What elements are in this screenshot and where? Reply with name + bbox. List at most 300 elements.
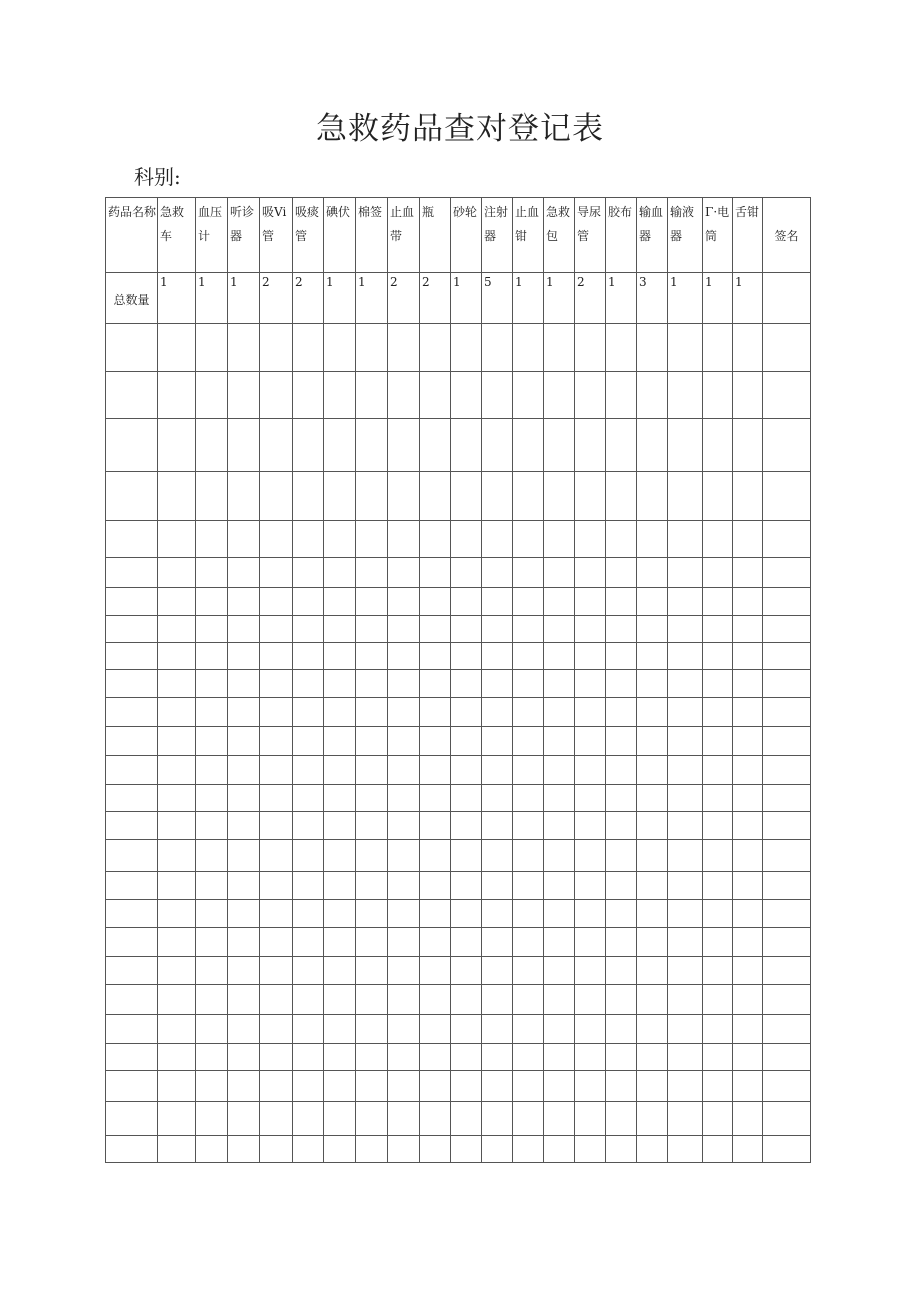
quantity-cell bbox=[420, 273, 451, 324]
entry-cell bbox=[606, 616, 637, 643]
entry-cell bbox=[356, 643, 388, 670]
entry-cell bbox=[668, 727, 703, 756]
entry-cell bbox=[668, 521, 703, 558]
header-label: 听诊器 bbox=[230, 205, 255, 243]
entry-cell bbox=[260, 1071, 293, 1102]
entry-cell bbox=[106, 727, 158, 756]
entry-cell bbox=[668, 872, 703, 900]
entry-cell bbox=[575, 372, 606, 419]
entry-cell bbox=[196, 900, 228, 928]
entry-cell bbox=[668, 558, 703, 588]
entry-cell bbox=[733, 1015, 763, 1044]
quantity-cell bbox=[703, 273, 733, 324]
entry-cell bbox=[482, 872, 513, 900]
entry-cell bbox=[763, 1015, 811, 1044]
entry-cell bbox=[106, 900, 158, 928]
entry-cell bbox=[356, 840, 388, 872]
header-cell bbox=[637, 198, 668, 273]
entry-cell bbox=[606, 872, 637, 900]
entry-cell bbox=[733, 372, 763, 419]
entry-cell bbox=[196, 616, 228, 643]
entry-cell bbox=[451, 698, 482, 727]
entry-cell bbox=[260, 1015, 293, 1044]
header-cell bbox=[260, 198, 293, 273]
quantity-value: 2 bbox=[422, 275, 430, 289]
entry-cell bbox=[575, 928, 606, 957]
header-label: 输液器 bbox=[670, 205, 695, 243]
entry-cell bbox=[260, 727, 293, 756]
entry-cell bbox=[544, 1044, 575, 1071]
entry-cell bbox=[451, 616, 482, 643]
entry-cell bbox=[158, 588, 196, 616]
entry-cell bbox=[544, 419, 575, 472]
entry-cell bbox=[228, 521, 260, 558]
entry-cell bbox=[763, 756, 811, 785]
entry-cell bbox=[637, 785, 668, 812]
entry-cell bbox=[293, 558, 324, 588]
entry-cell bbox=[733, 957, 763, 985]
entry-cell bbox=[637, 643, 668, 670]
quantity-cell bbox=[324, 273, 356, 324]
entry-cell bbox=[106, 785, 158, 812]
entry-cell bbox=[196, 419, 228, 472]
entry-cell bbox=[228, 670, 260, 698]
check-register-table bbox=[105, 197, 811, 1163]
entry-cell bbox=[158, 1071, 196, 1102]
entry-cell bbox=[324, 419, 356, 472]
entry-cell bbox=[733, 1071, 763, 1102]
entry-cell bbox=[606, 588, 637, 616]
entry-cell bbox=[260, 372, 293, 419]
quantity-cell bbox=[158, 273, 196, 324]
header-label: 急救车 bbox=[160, 205, 185, 243]
entry-cell bbox=[451, 521, 482, 558]
entry-cell bbox=[606, 1102, 637, 1136]
entry-cell bbox=[451, 372, 482, 419]
entry-cell bbox=[733, 928, 763, 957]
entry-cell bbox=[228, 616, 260, 643]
entry-cell bbox=[324, 756, 356, 785]
entry-cell bbox=[356, 756, 388, 785]
entry-cell bbox=[544, 670, 575, 698]
entry-cell bbox=[637, 1136, 668, 1163]
entry-cell bbox=[668, 1102, 703, 1136]
entry-cell bbox=[293, 419, 324, 472]
entry-cell bbox=[637, 872, 668, 900]
entry-cell bbox=[356, 900, 388, 928]
entry-cell bbox=[196, 812, 228, 840]
entry-cell bbox=[637, 1071, 668, 1102]
entry-cell bbox=[575, 558, 606, 588]
entry-cell bbox=[482, 785, 513, 812]
entry-cell bbox=[703, 872, 733, 900]
quantity-cell bbox=[260, 273, 293, 324]
entry-cell bbox=[451, 1102, 482, 1136]
entry-cell bbox=[668, 670, 703, 698]
entry-cell bbox=[324, 521, 356, 558]
entry-cell bbox=[260, 472, 293, 521]
entry-cell bbox=[544, 727, 575, 756]
entry-cell bbox=[356, 616, 388, 643]
entry-cell bbox=[763, 985, 811, 1015]
table-row bbox=[106, 419, 811, 472]
entry-cell bbox=[158, 928, 196, 957]
entry-cell bbox=[733, 872, 763, 900]
entry-cell bbox=[763, 472, 811, 521]
entry-cell bbox=[420, 616, 451, 643]
table-row bbox=[106, 698, 811, 727]
entry-cell bbox=[575, 324, 606, 372]
entry-cell bbox=[324, 957, 356, 985]
entry-cell bbox=[451, 670, 482, 698]
entry-cell bbox=[513, 785, 544, 812]
entry-cell bbox=[420, 928, 451, 957]
entry-cell bbox=[606, 419, 637, 472]
entry-cell bbox=[388, 616, 420, 643]
entry-cell bbox=[196, 588, 228, 616]
header-label: 输血器 bbox=[639, 205, 664, 243]
entry-cell bbox=[668, 616, 703, 643]
entry-cell bbox=[420, 900, 451, 928]
entry-cell bbox=[668, 698, 703, 727]
entry-cell bbox=[451, 1015, 482, 1044]
entry-cell bbox=[733, 785, 763, 812]
entry-cell bbox=[388, 419, 420, 472]
entry-cell bbox=[668, 372, 703, 419]
entry-cell bbox=[733, 727, 763, 756]
entry-cell bbox=[388, 1044, 420, 1071]
entry-cell bbox=[703, 985, 733, 1015]
table-row bbox=[106, 985, 811, 1015]
entry-cell bbox=[260, 616, 293, 643]
entry-cell bbox=[703, 727, 733, 756]
entry-cell bbox=[293, 727, 324, 756]
entry-cell bbox=[356, 928, 388, 957]
header-cell bbox=[356, 198, 388, 273]
entry-cell bbox=[228, 1102, 260, 1136]
entry-cell bbox=[388, 372, 420, 419]
entry-cell bbox=[158, 419, 196, 472]
entry-cell bbox=[293, 957, 324, 985]
entry-cell bbox=[513, 1136, 544, 1163]
entry-cell bbox=[606, 472, 637, 521]
entry-cell bbox=[513, 727, 544, 756]
table-row bbox=[106, 1071, 811, 1102]
table-row bbox=[106, 558, 811, 588]
entry-cell bbox=[482, 472, 513, 521]
quantity-cell bbox=[451, 273, 482, 324]
entry-cell bbox=[420, 419, 451, 472]
entry-cell bbox=[196, 472, 228, 521]
entry-cell bbox=[293, 1044, 324, 1071]
entry-cell bbox=[513, 670, 544, 698]
table-row bbox=[106, 670, 811, 698]
entry-cell bbox=[733, 616, 763, 643]
entry-cell bbox=[763, 1044, 811, 1071]
entry-cell bbox=[196, 1071, 228, 1102]
entry-cell bbox=[482, 698, 513, 727]
entry-cell bbox=[733, 900, 763, 928]
entry-cell bbox=[388, 785, 420, 812]
entry-cell bbox=[196, 1044, 228, 1071]
entry-cell bbox=[763, 670, 811, 698]
entry-cell bbox=[420, 1044, 451, 1071]
header-label: 药品名称 bbox=[108, 205, 157, 219]
entry-cell bbox=[606, 1044, 637, 1071]
entry-cell bbox=[106, 928, 158, 957]
entry-cell bbox=[703, 616, 733, 643]
entry-cell bbox=[733, 1102, 763, 1136]
entry-cell bbox=[544, 324, 575, 372]
entry-cell bbox=[763, 872, 811, 900]
entry-cell bbox=[451, 472, 482, 521]
entry-cell bbox=[513, 698, 544, 727]
entry-cell bbox=[606, 670, 637, 698]
entry-cell bbox=[482, 324, 513, 372]
entry-cell bbox=[106, 957, 158, 985]
entry-cell bbox=[106, 472, 158, 521]
entry-cell bbox=[733, 670, 763, 698]
entry-cell bbox=[106, 643, 158, 670]
quantity-cell bbox=[668, 273, 703, 324]
entry-cell bbox=[513, 588, 544, 616]
entry-cell bbox=[356, 521, 388, 558]
entry-cell bbox=[733, 1136, 763, 1163]
entry-cell bbox=[388, 727, 420, 756]
entry-cell bbox=[482, 1044, 513, 1071]
table-row bbox=[106, 372, 811, 419]
entry-cell bbox=[451, 419, 482, 472]
entry-cell bbox=[733, 698, 763, 727]
entry-cell bbox=[763, 324, 811, 372]
entry-cell bbox=[763, 643, 811, 670]
entry-cell bbox=[668, 928, 703, 957]
entry-cell bbox=[544, 928, 575, 957]
entry-cell bbox=[293, 372, 324, 419]
quantity-value: 1 bbox=[198, 275, 206, 289]
entry-cell bbox=[196, 840, 228, 872]
entry-cell bbox=[575, 1015, 606, 1044]
entry-cell bbox=[196, 957, 228, 985]
quantity-value: 1 bbox=[546, 275, 554, 289]
entry-cell bbox=[260, 1044, 293, 1071]
entry-cell bbox=[703, 928, 733, 957]
entry-cell bbox=[544, 1136, 575, 1163]
quantity-cell bbox=[763, 273, 811, 324]
entry-cell bbox=[228, 588, 260, 616]
entry-cell bbox=[260, 1136, 293, 1163]
entry-cell bbox=[228, 372, 260, 419]
entry-cell bbox=[228, 472, 260, 521]
table-row bbox=[106, 1136, 811, 1163]
entry-cell bbox=[513, 985, 544, 1015]
entry-cell bbox=[575, 588, 606, 616]
entry-cell bbox=[293, 670, 324, 698]
entry-cell bbox=[482, 1015, 513, 1044]
entry-cell bbox=[544, 372, 575, 419]
header-cell bbox=[703, 198, 733, 273]
entry-cell bbox=[703, 324, 733, 372]
table-row bbox=[106, 840, 811, 872]
entry-cell bbox=[575, 1136, 606, 1163]
header-cell bbox=[228, 198, 260, 273]
entry-cell bbox=[324, 785, 356, 812]
entry-cell bbox=[106, 985, 158, 1015]
quantity-cell bbox=[482, 273, 513, 324]
entry-cell bbox=[575, 643, 606, 670]
entry-cell bbox=[228, 324, 260, 372]
entry-cell bbox=[763, 840, 811, 872]
entry-cell bbox=[575, 1102, 606, 1136]
entry-cell bbox=[606, 840, 637, 872]
entry-cell bbox=[158, 1136, 196, 1163]
entry-cell bbox=[513, 324, 544, 372]
header-cell bbox=[482, 198, 513, 273]
entry-cell bbox=[763, 1136, 811, 1163]
entry-cell bbox=[158, 521, 196, 558]
entry-cell bbox=[513, 1044, 544, 1071]
entry-cell bbox=[606, 756, 637, 785]
entry-cell bbox=[733, 985, 763, 1015]
entry-cell bbox=[703, 1071, 733, 1102]
entry-cell bbox=[606, 643, 637, 670]
header-cell bbox=[733, 198, 763, 273]
quantity-value: 1 bbox=[230, 275, 238, 289]
entry-cell bbox=[451, 812, 482, 840]
table-row bbox=[106, 727, 811, 756]
entry-cell bbox=[482, 521, 513, 558]
entry-cell bbox=[703, 756, 733, 785]
entry-cell bbox=[703, 588, 733, 616]
entry-cell bbox=[544, 588, 575, 616]
entry-cell bbox=[420, 872, 451, 900]
entry-cell bbox=[637, 616, 668, 643]
entry-cell bbox=[513, 521, 544, 558]
entry-cell bbox=[158, 472, 196, 521]
table-row bbox=[106, 785, 811, 812]
entry-cell bbox=[388, 812, 420, 840]
entry-cell bbox=[324, 1015, 356, 1044]
quantity-value: 1 bbox=[608, 275, 616, 289]
entry-cell bbox=[228, 419, 260, 472]
entry-cell bbox=[703, 472, 733, 521]
entry-cell bbox=[451, 785, 482, 812]
header-cell bbox=[158, 198, 196, 273]
entry-cell bbox=[482, 1102, 513, 1136]
entry-cell bbox=[513, 616, 544, 643]
entry-cell bbox=[324, 698, 356, 727]
entry-cell bbox=[637, 928, 668, 957]
entry-cell bbox=[324, 1136, 356, 1163]
entry-cell bbox=[228, 840, 260, 872]
entry-cell bbox=[575, 616, 606, 643]
entry-cell bbox=[106, 419, 158, 472]
entry-cell bbox=[575, 900, 606, 928]
entry-cell bbox=[451, 643, 482, 670]
table-row bbox=[106, 872, 811, 900]
entry-cell bbox=[668, 756, 703, 785]
entry-cell bbox=[637, 521, 668, 558]
entry-cell bbox=[196, 521, 228, 558]
entry-cell bbox=[606, 558, 637, 588]
entry-cell bbox=[763, 521, 811, 558]
entry-cell bbox=[293, 643, 324, 670]
entry-cell bbox=[544, 643, 575, 670]
entry-cell bbox=[606, 372, 637, 419]
entry-cell bbox=[420, 372, 451, 419]
entry-cell bbox=[513, 558, 544, 588]
header-cell bbox=[324, 198, 356, 273]
entry-cell bbox=[668, 785, 703, 812]
entry-cell bbox=[575, 957, 606, 985]
entry-cell bbox=[575, 840, 606, 872]
entry-cell bbox=[356, 1136, 388, 1163]
entry-cell bbox=[763, 698, 811, 727]
quantity-value: 1 bbox=[453, 275, 461, 289]
header-cell bbox=[388, 198, 420, 273]
entry-cell bbox=[637, 670, 668, 698]
entry-cell bbox=[637, 1044, 668, 1071]
entry-cell bbox=[420, 957, 451, 985]
entry-cell bbox=[482, 372, 513, 419]
entry-cell bbox=[260, 957, 293, 985]
quantity-cell bbox=[513, 273, 544, 324]
entry-cell bbox=[733, 472, 763, 521]
entry-cell bbox=[260, 756, 293, 785]
entry-cell bbox=[575, 472, 606, 521]
entry-cell bbox=[324, 670, 356, 698]
department-label: 科别: bbox=[134, 165, 181, 189]
entry-cell bbox=[482, 588, 513, 616]
entry-cell bbox=[196, 872, 228, 900]
entry-cell bbox=[420, 1015, 451, 1044]
entry-cell bbox=[703, 957, 733, 985]
entry-cell bbox=[228, 1136, 260, 1163]
table-row bbox=[106, 588, 811, 616]
entry-cell bbox=[260, 785, 293, 812]
entry-cell bbox=[106, 756, 158, 785]
entry-cell bbox=[668, 812, 703, 840]
entry-cell bbox=[228, 957, 260, 985]
quantity-label-cell bbox=[106, 273, 158, 324]
entry-cell bbox=[544, 1015, 575, 1044]
entry-cell bbox=[356, 670, 388, 698]
entry-cell bbox=[388, 1015, 420, 1044]
entry-cell bbox=[575, 812, 606, 840]
header-cell bbox=[606, 198, 637, 273]
entry-cell bbox=[324, 985, 356, 1015]
entry-cell bbox=[606, 1071, 637, 1102]
entry-cell bbox=[575, 698, 606, 727]
entry-cell bbox=[637, 324, 668, 372]
entry-cell bbox=[637, 588, 668, 616]
entry-cell bbox=[668, 840, 703, 872]
entry-cell bbox=[420, 558, 451, 588]
entry-cell bbox=[158, 840, 196, 872]
entry-cell bbox=[451, 900, 482, 928]
entry-cell bbox=[158, 985, 196, 1015]
entry-cell bbox=[451, 957, 482, 985]
table-row bbox=[106, 812, 811, 840]
header-label: 血压计 bbox=[198, 205, 223, 243]
entry-cell bbox=[668, 1071, 703, 1102]
entry-cell bbox=[513, 756, 544, 785]
entry-cell bbox=[668, 643, 703, 670]
entry-cell bbox=[513, 872, 544, 900]
entry-cell bbox=[637, 558, 668, 588]
entry-cell bbox=[388, 670, 420, 698]
header-label: 止血钳 bbox=[515, 205, 540, 243]
